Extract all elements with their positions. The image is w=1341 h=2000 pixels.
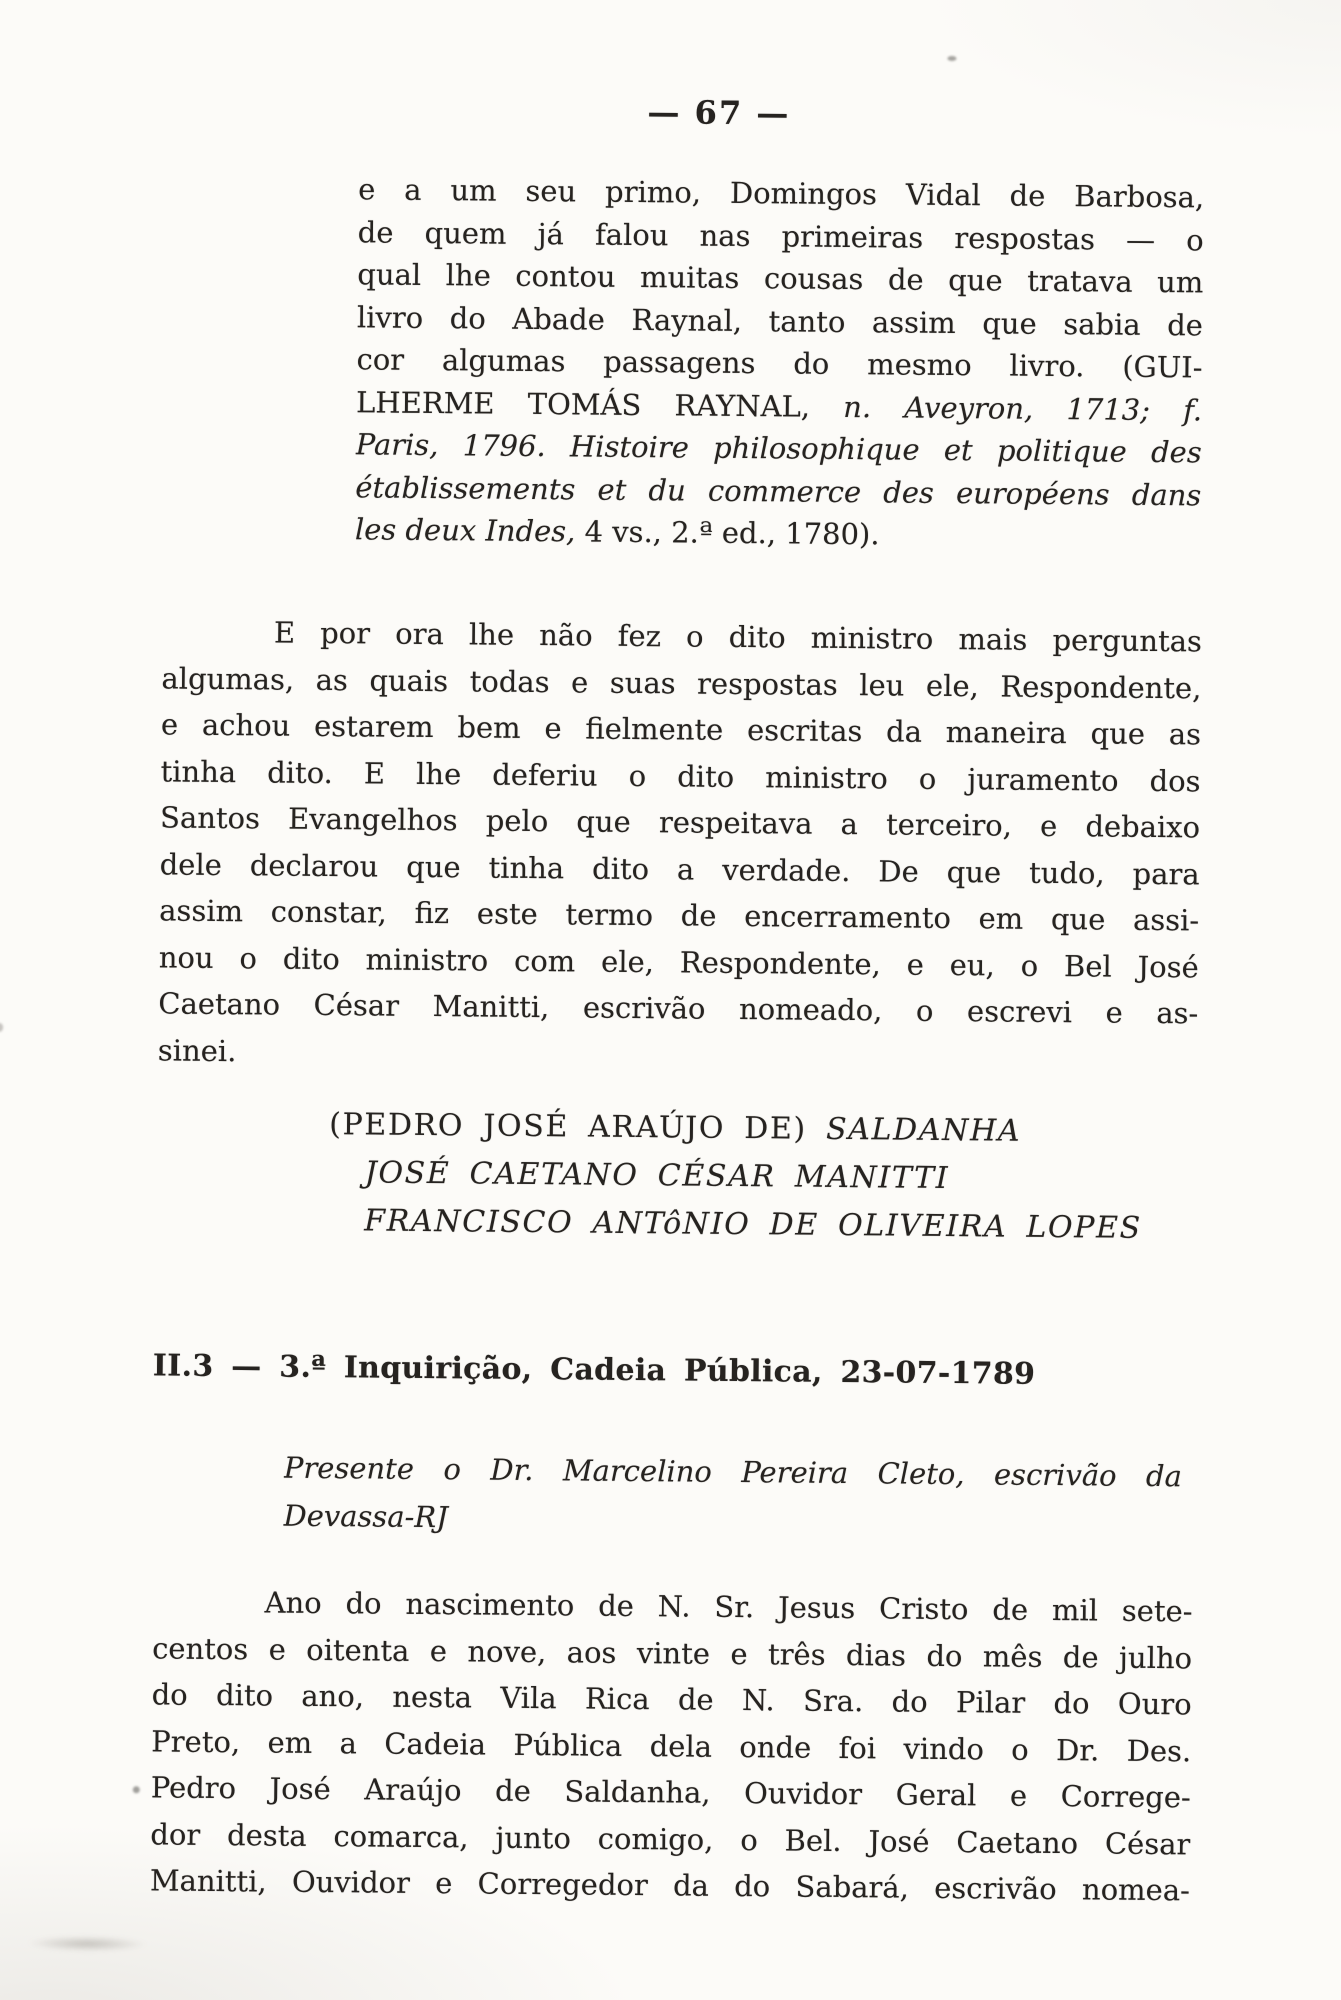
text-run: Caetano César Manitti, escrivão nomeado, o escrevi e as- xyxy=(158,986,1199,1031)
text-run: nou o dito ministro com ele, Respondente, e eu, o Bel José xyxy=(158,939,1199,984)
text-run: centos e oitenta e nove, aos vinte e três dias do mês de julho xyxy=(152,1630,1193,1675)
ink-speck xyxy=(133,1786,140,1793)
ink-speck xyxy=(947,56,956,61)
text-run: qual lhe contou muitas cousas de que tratava um xyxy=(357,257,1204,300)
text-run: (PEDRO JOSÉ ARAÚJO DE) xyxy=(329,1107,827,1147)
text-run: sinei. xyxy=(157,1032,237,1068)
text-line xyxy=(158,980,1198,1036)
text-run: dele declarou que tinha dito a verdade. De que tudo, para xyxy=(159,846,1200,891)
text-line xyxy=(284,1444,1182,1501)
text-run: e a um seu primo, Domingos Vidal de Barbosa, xyxy=(358,172,1205,215)
ink-speck xyxy=(0,1023,3,1032)
text-run: cor algumas passagens do mesmo livro. (GUI- xyxy=(356,342,1203,385)
closing-paragraph xyxy=(150,1578,1193,1913)
page-number: — 67 — xyxy=(647,93,791,133)
text-line xyxy=(358,168,1204,219)
text-line xyxy=(328,1149,1158,1205)
text-run: dor desta comarca, junto comigo, o Bel. José Caetano César xyxy=(150,1816,1191,1861)
text-run: Manitti, Ouvidor e Corregedor da do Sabará, escrivão nomea- xyxy=(149,1863,1191,1908)
text-run: SALDANHA xyxy=(825,1111,1022,1149)
text-line xyxy=(356,338,1202,389)
text-run: Ano do nascimento de N. Sr. Jesus Cristo de mil sete- xyxy=(264,1585,1193,1629)
body-paragraph xyxy=(158,608,1202,1083)
text-run: LHERME TOMÁS RAYNAL, xyxy=(355,384,844,424)
text-run: FRANCISCO ANTôNIO DE OLIVEIRA LOPES xyxy=(364,1203,1143,1246)
text-run: établissements et du commerce des européens dans xyxy=(355,469,1202,512)
text-run: 4 vs., 2.ª ed., 1780). xyxy=(584,514,880,552)
text-run: do dito ano, nesta Vila Rica de N. Sra. do Pilar do Ouro xyxy=(151,1677,1192,1722)
text-line xyxy=(328,1197,1158,1253)
text-run: Devassa-RJ xyxy=(283,1498,449,1535)
subheading-paragraph xyxy=(283,1444,1182,1549)
text-line xyxy=(329,1101,1159,1157)
text-run: de quem já falou nas primeiras respostas — o xyxy=(357,214,1204,257)
text-run: JOSÉ CAETANO CÉSAR MANITTI xyxy=(364,1155,950,1197)
scan-smudge xyxy=(27,1935,147,1952)
text-run: tinha dito. E lhe deferiu o dito ministro o juramento dos xyxy=(160,753,1201,798)
text-run: Preto, em a Cadeia Pública dela onde foi vindo o Dr. Des. xyxy=(151,1723,1192,1768)
text-run: e achou estarem bem e fielmente escritas da maneira que as xyxy=(160,707,1202,752)
text-run: Santos Evangelhos pelo que respeitava a terceiro, e debaixo xyxy=(159,800,1201,845)
text-run: Paris, 1796. Histoire philosophique et politique des xyxy=(355,427,1202,470)
text-line xyxy=(355,508,1201,559)
text-run: Pedro José Araújo de Saldanha, Ouvidor Geral e Correge- xyxy=(150,1770,1191,1815)
text-run: E por ora lhe não fez o dito ministro mais perguntas xyxy=(273,615,1203,659)
section-heading: II.3 — 3.ª Inquirição, Cadeia Pública, 23-07-1789 xyxy=(152,1348,1036,1392)
signature-block xyxy=(328,1101,1159,1253)
text-line xyxy=(357,253,1203,304)
text-run: les deux Indes, xyxy=(354,512,585,549)
text-line xyxy=(356,423,1202,474)
quote-paragraph xyxy=(355,168,1205,559)
text-run: assim constar, fiz este termo de encerramento em que assi- xyxy=(159,893,1200,938)
text-line xyxy=(283,1492,1181,1549)
text-line xyxy=(150,1857,1190,1913)
text-run: algumas, as quais todas e suas respostas leu ele, Respondente, xyxy=(161,660,1202,705)
text-run: Presente o Dr. Marcelino Pereira Cleto, escrivão da xyxy=(283,1450,1183,1494)
text-run: livro do Abade Raynal, tanto assim que sabia de xyxy=(356,299,1204,342)
text-run: n. Aveyron, 1713; f. xyxy=(843,389,1203,427)
